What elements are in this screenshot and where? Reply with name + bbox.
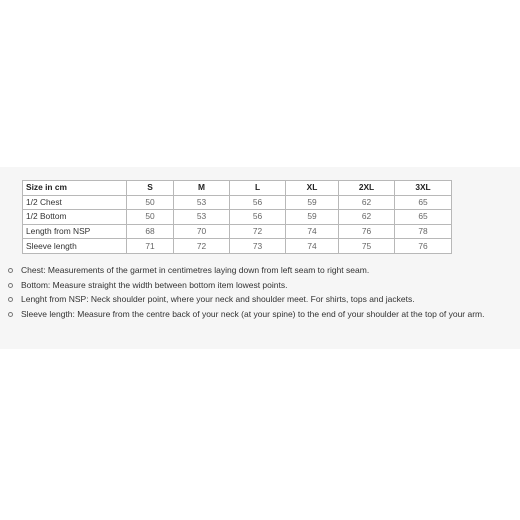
- table-cell: 68: [127, 224, 174, 239]
- table-cell: 74: [286, 224, 339, 239]
- table-header-row: [23, 181, 452, 196]
- table-row-half-chest: [23, 195, 452, 210]
- size-table: [22, 180, 452, 254]
- header-size-3xl: 3XL: [395, 181, 452, 196]
- note-sleeve-length: [8, 307, 514, 322]
- table-cell: 73: [230, 239, 286, 254]
- note-text: Chest: Measurements of the garmet in centimetres laying down from left seam to right seam.: [21, 265, 370, 275]
- measurement-notes-list: [8, 263, 514, 321]
- table-cell: 53: [174, 195, 230, 210]
- table-cell: 50: [127, 195, 174, 210]
- table-cell: 78: [395, 224, 452, 239]
- bullet-circle-icon: [8, 283, 13, 288]
- table-cell: 59: [286, 195, 339, 210]
- table-cell: 65: [395, 210, 452, 225]
- table-cell: 76: [395, 239, 452, 254]
- table-row-half-bottom: [23, 210, 452, 225]
- note-length-from-nsp: [8, 292, 514, 307]
- bullet-circle-icon: [8, 297, 13, 302]
- bullet-circle-icon: [8, 312, 13, 317]
- note-bottom: [8, 278, 514, 293]
- header-size-s: S: [127, 181, 174, 196]
- table-cell: 50: [127, 210, 174, 225]
- note-text: Bottom: Measure straight the width between bottom item lowest points.: [21, 279, 288, 290]
- table-cell: 65: [395, 195, 452, 210]
- row-label: Length from NSP: [23, 224, 127, 239]
- row-label: Sleeve length: [23, 239, 127, 254]
- size-guide-panel: [0, 167, 520, 349]
- table-cell: 53: [174, 210, 230, 225]
- table-cell: 76: [339, 224, 395, 239]
- table-cell: 56: [230, 195, 286, 210]
- table-cell: 72: [174, 239, 230, 254]
- table-cell: 59: [286, 210, 339, 225]
- table-cell: 70: [174, 224, 230, 239]
- table-cell: 74: [286, 239, 339, 254]
- note-text: Sleeve length: Measure from the centre back of your neck (at your spine) to the end of your shoulder at the top of your arm.: [21, 308, 485, 319]
- table-cell: 62: [339, 210, 395, 225]
- note-text: Lenght from NSP: Neck shoulder point, where your neck and shoulder meet. For shirts, tops and jackets.: [21, 294, 415, 304]
- table-cell: 62: [339, 195, 395, 210]
- row-label: 1/2 Bottom: [23, 210, 127, 225]
- table-cell: 72: [230, 224, 286, 239]
- table-cell: 71: [127, 239, 174, 254]
- note-chest: [8, 263, 514, 278]
- table-row-sleeve-length: [23, 239, 452, 254]
- table-cell: 75: [339, 239, 395, 254]
- row-label: 1/2 Chest: [23, 195, 127, 210]
- header-size-2xl: 2XL: [339, 181, 395, 196]
- table-row-length-from-nsp: [23, 224, 452, 239]
- header-size-m: M: [174, 181, 230, 196]
- bullet-circle-icon: [8, 268, 13, 273]
- header-size-l: L: [230, 181, 286, 196]
- table-cell: 56: [230, 210, 286, 225]
- header-size-xl: XL: [286, 181, 339, 196]
- header-size-in-cm: Size in cm: [23, 181, 127, 196]
